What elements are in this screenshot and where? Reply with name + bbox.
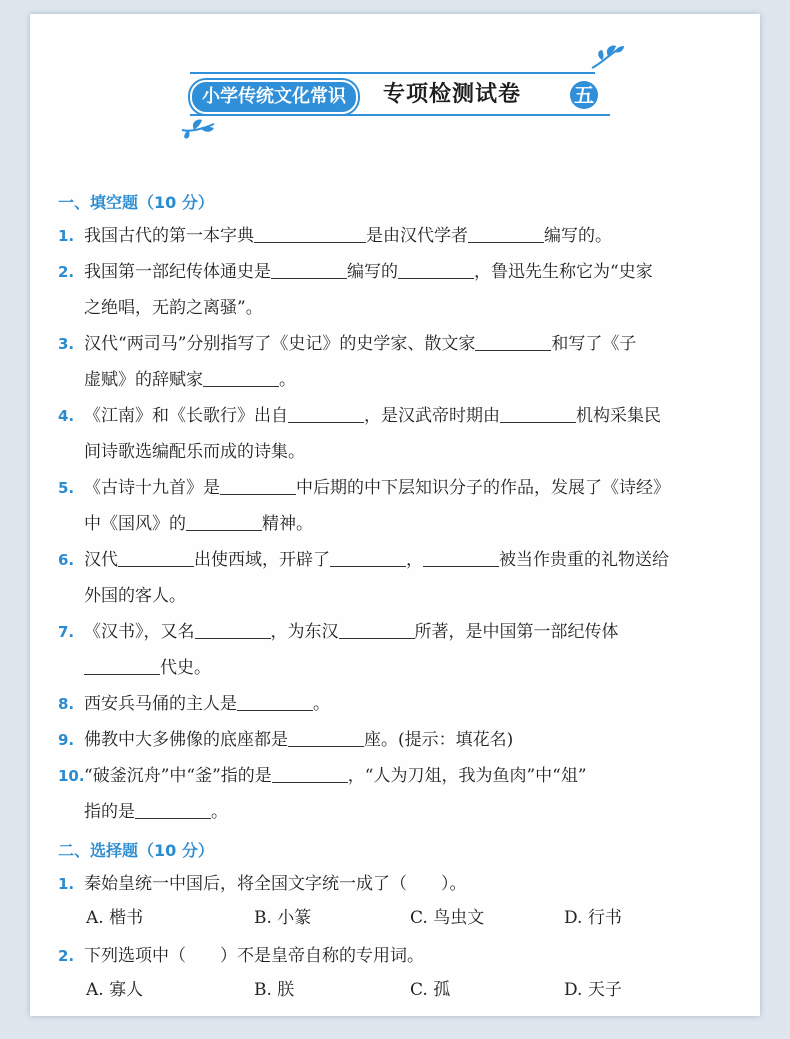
- answer-blank[interactable]: [272, 766, 348, 783]
- answer-blank[interactable]: [186, 514, 262, 531]
- leaf-ornament-icon: [180, 118, 216, 140]
- answer-blank[interactable]: [475, 334, 551, 351]
- option-b[interactable]: B. 朕: [254, 980, 295, 1000]
- page-title: 专项检测试卷: [383, 82, 522, 107]
- question-5: 5. 《古诗十九首》是 中后期的中下层知识分子的作品，发展了《诗经》: [58, 478, 670, 498]
- banner-top-line: [190, 72, 595, 74]
- question-number: 4.: [58, 407, 75, 425]
- option-a[interactable]: A. 寡人: [86, 980, 144, 1000]
- question-5-continued: 中《国风》的 精神。: [84, 514, 313, 534]
- question-7-continued: 代史。: [84, 656, 760, 680]
- option-a[interactable]: A. 楷书: [86, 908, 144, 928]
- question-number: 5.: [58, 479, 75, 497]
- answer-blank[interactable]: [271, 262, 347, 279]
- question-10-continued: 指的是 。: [84, 802, 228, 822]
- answer-blank[interactable]: [339, 622, 415, 639]
- answer-blank[interactable]: [254, 226, 366, 243]
- question-number: 8.: [58, 695, 75, 713]
- question-number: 1.: [58, 227, 75, 245]
- answer-blank[interactable]: [398, 262, 474, 279]
- question-number: 6.: [58, 551, 75, 569]
- option-b[interactable]: B. 小篆: [254, 908, 312, 928]
- answer-blank[interactable]: [468, 226, 544, 243]
- option-c[interactable]: C. 鸟虫文: [410, 908, 485, 928]
- question-3-continued: 虚赋》的辞赋家 。: [84, 370, 296, 390]
- question-number: 2.: [58, 263, 75, 281]
- answer-blank[interactable]: [195, 622, 271, 639]
- question-8: 8. 西安兵马俑的主人是 。: [58, 694, 330, 714]
- question-9: 9. 佛教中大多佛像的底座都是 座。(提示：填花名): [58, 730, 514, 750]
- question-3: 3. 汉代“两司马”分别指写了《史记》的史学家、散文家 和写了《子: [58, 334, 637, 354]
- question-number: 9.: [58, 731, 75, 749]
- answer-blank[interactable]: [288, 406, 364, 423]
- question-number: 3.: [58, 335, 75, 353]
- choice-question-2: 2. 下列选项中（ ）不是皇帝自称的专用词。: [58, 946, 424, 966]
- answer-blank[interactable]: [118, 550, 194, 567]
- option-c[interactable]: C. 孤: [410, 980, 451, 1000]
- answer-blank[interactable]: [220, 478, 296, 495]
- answer-blank[interactable]: [288, 730, 364, 747]
- question-10: 10.“破釜沉舟”中“釜”指的是 ，“人为刀俎，我为鱼肉”中“俎”: [58, 766, 587, 786]
- question-number: 2.: [58, 947, 75, 965]
- question-number: 1.: [58, 875, 75, 893]
- answer-blank[interactable]: [330, 550, 406, 567]
- answer-blank[interactable]: [237, 694, 313, 711]
- answer-blank[interactable]: [135, 802, 211, 819]
- question-number: 7.: [58, 623, 75, 641]
- section-title-multiple-choice: 二、选择题（10 分）: [58, 841, 214, 860]
- option-d[interactable]: D. 天子: [564, 980, 622, 1000]
- question-1: 1. 我国古代的第一本字典 是由汉代学者 编写的。: [58, 226, 612, 246]
- question-number: 10.: [58, 767, 85, 785]
- question-6: 6. 汉代 出使西域，开辟了 ， 被当作贵重的礼物送给: [58, 550, 669, 570]
- section-title-fill-blank: 一、填空题（10 分）: [58, 193, 214, 212]
- answer-blank[interactable]: [84, 658, 160, 675]
- question-4: 4. 《江南》和《长歌行》出自 ，是汉武帝时期由 机构采集民: [58, 406, 661, 426]
- series-label: 小学传统文化常识: [190, 80, 358, 114]
- leaf-ornament-icon: [590, 42, 626, 72]
- question-7: 7. 《汉书》，又名 ，为东汉 所著，是中国第一部纪传体: [58, 622, 619, 642]
- question-6-continued: 外国的客人。: [84, 586, 186, 606]
- answer-blank[interactable]: [500, 406, 576, 423]
- answer-blank[interactable]: [423, 550, 499, 567]
- exam-sheet: [30, 14, 760, 1016]
- answer-blank[interactable]: [203, 370, 279, 387]
- question-4-continued: 间诗歌选编配乐而成的诗集。: [84, 442, 305, 462]
- choice-question-1: 1. 秦始皇统一中国后，将全国文字统一成了（ ）。: [58, 874, 467, 894]
- question-2-continued: 之绝唱，无韵之离骚”。: [84, 298, 263, 318]
- question-2: 2. 我国第一部纪传体通史是 编写的 ，鲁迅先生称它为“史家: [58, 262, 653, 282]
- header-banner: [180, 30, 620, 140]
- banner-bottom-line: [190, 114, 610, 116]
- exam-number-badge: 五: [570, 81, 598, 109]
- option-d[interactable]: D. 行书: [564, 908, 622, 928]
